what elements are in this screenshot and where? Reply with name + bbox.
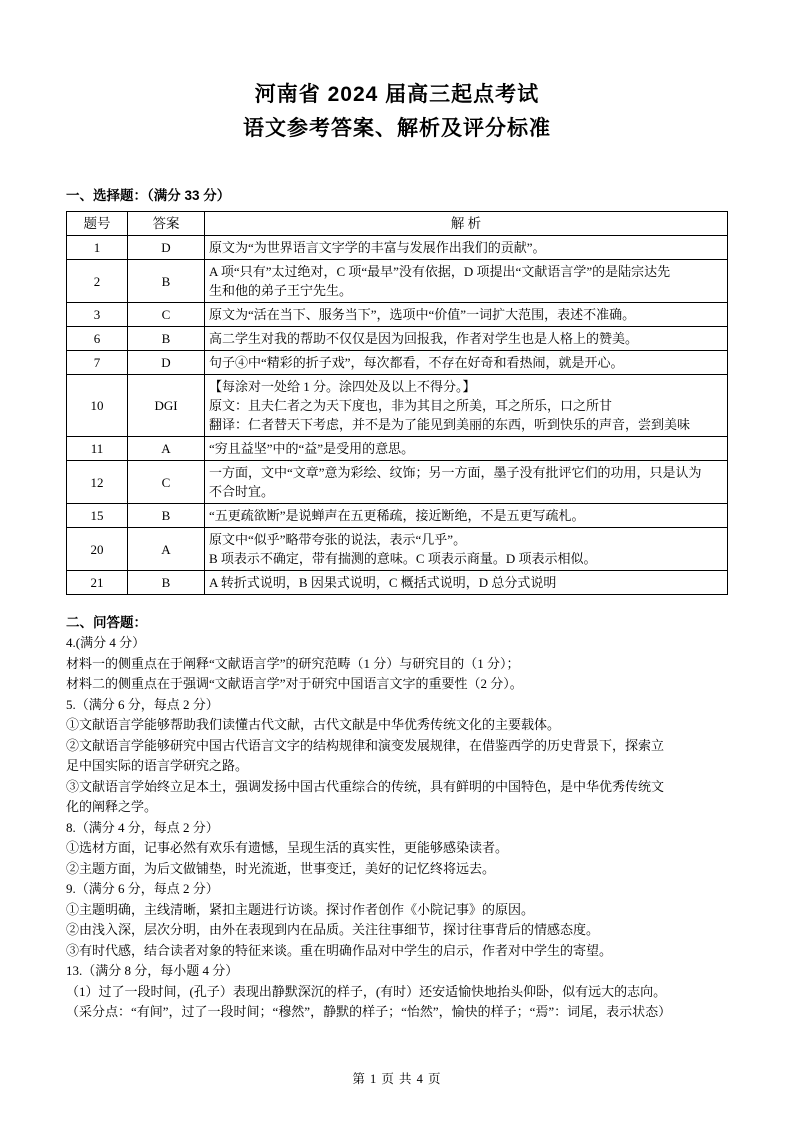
answer-key-table — [66, 211, 728, 595]
cell-question-number: 12 — [67, 461, 128, 504]
explanation-line: 生和他的弟子王宁先生。 — [209, 283, 353, 298]
cell-answer: A — [128, 437, 205, 461]
column-header-question-number: 题号 — [67, 212, 128, 236]
cell-explanation — [205, 236, 728, 260]
cell-explanation — [205, 327, 728, 351]
cell-answer: C — [128, 461, 205, 504]
explanation-line: 原文：且夫仁者之为天下度也，非为其目之所美，耳之所乐，口之所甘 — [209, 398, 613, 413]
cell-question-number: 7 — [67, 351, 128, 375]
answer-paragraph: ①主题明确，主线清晰，紧扣主题进行访谈。探讨作者创作《小院记事》的原因。 — [66, 901, 535, 917]
table-row — [67, 437, 728, 461]
cell-answer: D — [128, 351, 205, 375]
short-answer-body — [66, 633, 728, 1023]
page-title-line-2: 语文参考答案、解析及评分标准 — [243, 117, 551, 140]
cell-answer: C — [128, 303, 205, 327]
answer-paragraph: 4.(满分 4 分） — [66, 635, 146, 650]
answer-paragraph: 材料一的侧重点在于阐释“文献语言学”的研究范畴（1 分）与研究目的（1 分）； — [66, 655, 520, 671]
cell-question-number: 11 — [67, 437, 128, 461]
column-header-explanation: 解 析 — [205, 212, 728, 236]
cell-question-number: 20 — [67, 528, 128, 571]
cell-question-number: 21 — [67, 571, 128, 595]
explanation-line: 【每涂对一处给 1 分。涂四处及以上不得分。】 — [209, 379, 476, 394]
table-header-row — [67, 212, 728, 236]
explanation-line: 翻译：仁者替天下考虑，并不是为了能见到美丽的东西，听到快乐的声音，尝到美味 — [209, 417, 691, 432]
explanation-line: 原文为“为世界语言文字学的丰富与发展作出我们的贡献”。 — [209, 240, 546, 255]
answer-paragraph: 13.（满分 8 分，每小题 4 分） — [66, 963, 239, 978]
table-row — [67, 375, 728, 437]
answer-paragraph: 足中国实际的语言学研究之路。 — [66, 758, 249, 773]
explanation-line: 原文中“似乎”略带夸张的说法，表示“几乎”。 — [209, 532, 467, 547]
cell-answer: B — [128, 571, 205, 595]
cell-explanation — [205, 303, 728, 327]
explanation-line: 高二学生对我的帮助不仅仅是因为回报我，作者对学生也是人格上的赞美。 — [209, 331, 639, 346]
explanation-line: 原文为“活在当下、服务当下”，选项中“价值”一词扩大范围，表述不准确。 — [209, 307, 636, 322]
cell-question-number: 2 — [67, 260, 128, 303]
cell-explanation — [205, 351, 728, 375]
cell-answer: B — [128, 327, 205, 351]
cell-question-number: 1 — [67, 236, 128, 260]
section-heading-choice-questions: 一、选择题：（满分 33 分） — [66, 188, 231, 203]
cell-explanation — [205, 260, 728, 303]
cell-explanation — [205, 461, 728, 504]
table-row — [67, 236, 728, 260]
answer-paragraph: ②文献语言学能够研究中国古代语言文字的结构规律和演变发展规律，在借鉴西学的历史背景下，探索立 — [66, 737, 665, 753]
page-footer: 第 1 页 共 4 页 — [352, 1072, 442, 1086]
cell-explanation — [205, 375, 728, 437]
explanation-line: A 转折式说明，B 因果式说明，C 概括式说明，D 总分式说明 — [209, 575, 557, 590]
page-title-line-1: 河南省 2024 届高三起点考试 — [254, 83, 540, 106]
answer-paragraph: 化的阐释之学。 — [66, 799, 158, 814]
cell-answer: D — [128, 236, 205, 260]
cell-question-number: 3 — [67, 303, 128, 327]
cell-answer: A — [128, 528, 205, 571]
explanation-line: A 项“只有”太过绝对，C 项“最早”没有依据，D 项提出“文献语言学”的是陆宗达先 — [209, 264, 671, 279]
explanation-line: 句子④中“精彩的折子戏”，每次都看，不存在好奇和看热闹，就是开心。 — [209, 355, 624, 370]
table-row — [67, 461, 728, 504]
table-row — [67, 571, 728, 595]
answer-paragraph: ③有时代感，结合读者对象的特征来谈。重在明确作品对中学生的启示，作者对中学生的寄望。 — [66, 942, 613, 958]
cell-explanation — [205, 528, 728, 571]
answer-paragraph: ②主题方面，为后文做铺垫，时光流逝，世事变迁，美好的记忆终将远去。 — [66, 860, 496, 876]
table-row — [67, 504, 728, 528]
explanation-line: “五更疏欲断”是说蝉声在五更稀疏，接近断绝，不是五更写疏札。 — [209, 508, 585, 523]
answer-paragraph: 5.（满分 6 分，每点 2 分） — [66, 696, 219, 712]
cell-question-number: 6 — [67, 327, 128, 351]
table-row — [67, 528, 728, 571]
cell-answer: B — [128, 260, 205, 303]
explanation-line: 不合时宜。 — [209, 484, 275, 499]
table-row — [67, 303, 728, 327]
cell-explanation — [205, 571, 728, 595]
answer-paragraph: （采分点：“有间”，过了一段时间；“穆然”，静默的样子；“怡然”，愉快的样子；“焉”：词尾，表示状态） — [66, 1004, 672, 1019]
explanation-line: 一方面，文中“文章”意为彩绘、纹饰；另一方面，墨子没有批评它们的功用，只是认为 — [209, 465, 702, 480]
cell-question-number: 15 — [67, 504, 128, 528]
explanation-line: “穷且益坚”中的“益”是受用的意思。 — [209, 441, 415, 456]
answer-paragraph: 9.（满分 6 分，每点 2 分） — [66, 881, 219, 896]
table-row — [67, 327, 728, 351]
answer-paragraph: ③文献语言学始终立足本土，强调发扬中国古代重综合的传统，具有鲜明的中国特色，是中华优秀传统文 — [66, 778, 665, 794]
answer-paragraph: ②由浅入深，层次分明，由外在表现到内在品质。关注往事细节，探讨往事背后的情感态度。 — [66, 922, 600, 937]
section-heading-short-answer: 二、问答题： — [66, 615, 147, 630]
cell-answer: B — [128, 504, 205, 528]
table-row — [67, 351, 728, 375]
answer-paragraph: 材料二的侧重点在于强调“文献语言学”对于研究中国语言文字的重要性（2 分）。 — [66, 676, 523, 691]
cell-explanation — [205, 437, 728, 461]
document-title-block — [66, 0, 728, 146]
cell-explanation — [205, 504, 728, 528]
answer-paragraph: 8.（满分 4 分，每点 2 分） — [66, 819, 219, 835]
cell-question-number: 10 — [67, 375, 128, 437]
column-header-answer: 答案 — [128, 212, 205, 236]
cell-answer: DGI — [128, 375, 205, 437]
answer-paragraph: ①选材方面，记事必然有欢乐有遗憾，呈现生活的真实性，更能够感染读者。 — [66, 840, 509, 855]
table-row — [67, 260, 728, 303]
answer-paragraph: ①文献语言学能够帮助我们读懂古代文献，古代文献是中华优秀传统文化的主要载体。 — [66, 717, 561, 732]
explanation-line: B 项表示不确定，带有揣测的意味。C 项表示商量。D 项表示相似。 — [209, 551, 597, 566]
answer-paragraph: （1）过了一段时间，(孔子）表现出静默深沉的样子，(有时）还安适愉快地抬头仰卧，似有远大的志向。 — [66, 983, 667, 999]
